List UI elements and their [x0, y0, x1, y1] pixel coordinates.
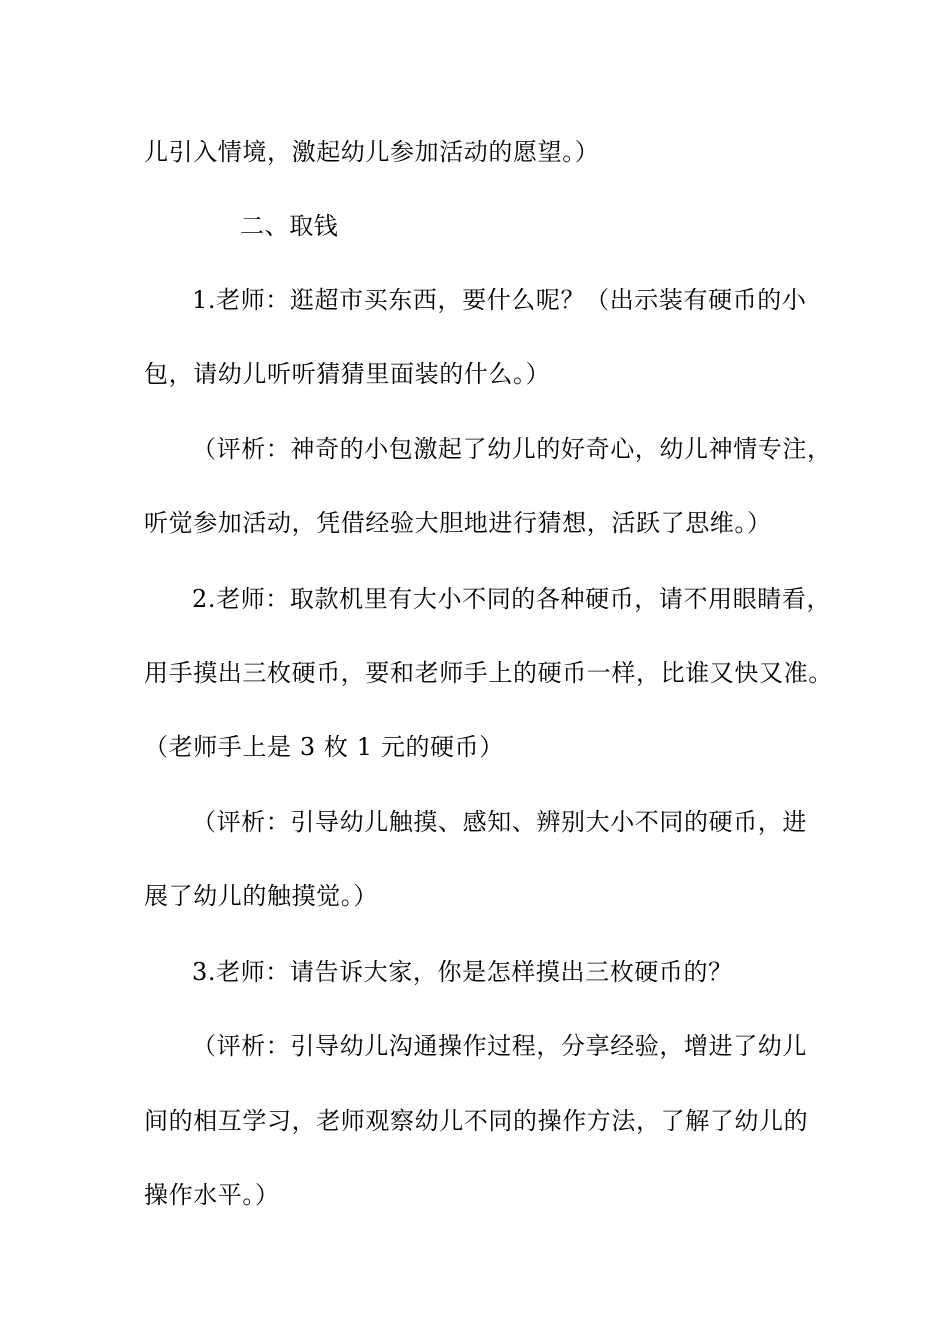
analysis-3-line-3: 操作水平。） [144, 1181, 280, 1209]
analysis-2-line-2: 展了幼儿的触摸觉。） [144, 882, 378, 910]
paragraph-line-continuation: 儿引入情境，激起幼儿参加活动的愿望。） [144, 138, 600, 166]
step-2-line-1: 2.老师：取款机里有大小不同的各种硬币，请不用眼睛看， [192, 585, 832, 613]
analysis-3-line-1: （评析：引导幼儿沟通操作过程，分享经验，增进了幼儿 [192, 1032, 807, 1060]
step-1-line-1: 1.老师：逛超市买东西，要什么呢？（出示装有硬币的小 [192, 286, 807, 314]
step-1-line-2: 包，请幼儿听听猜猜里面装的什么。） [144, 360, 551, 388]
analysis-1-line-1: （评析：神奇的小包激起了幼儿的好奇心，幼儿神情专注， [192, 435, 832, 463]
step-2-line-3: （老师手上是 3 枚 1 元的硬币） [144, 733, 504, 761]
analysis-3-line-2: 间的相互学习，老师观察幼儿不同的操作方法，了解了幼儿的 [144, 1107, 809, 1135]
section-heading: 二、取钱 [240, 212, 339, 240]
step-3-line-1: 3.老师：请告诉大家，你是怎样摸出三枚硬币的？ [192, 958, 733, 986]
analysis-2-line-1: （评析：引导幼儿触摸、感知、辨别大小不同的硬币，进 [192, 808, 807, 836]
analysis-1-line-2: 听觉参加活动，凭借经验大胆地进行猜想，活跃了思维。） [144, 509, 772, 537]
step-2-line-2: 用手摸出三枚硬币，要和老师手上的硬币一样，比谁又快又准。 [144, 659, 833, 687]
